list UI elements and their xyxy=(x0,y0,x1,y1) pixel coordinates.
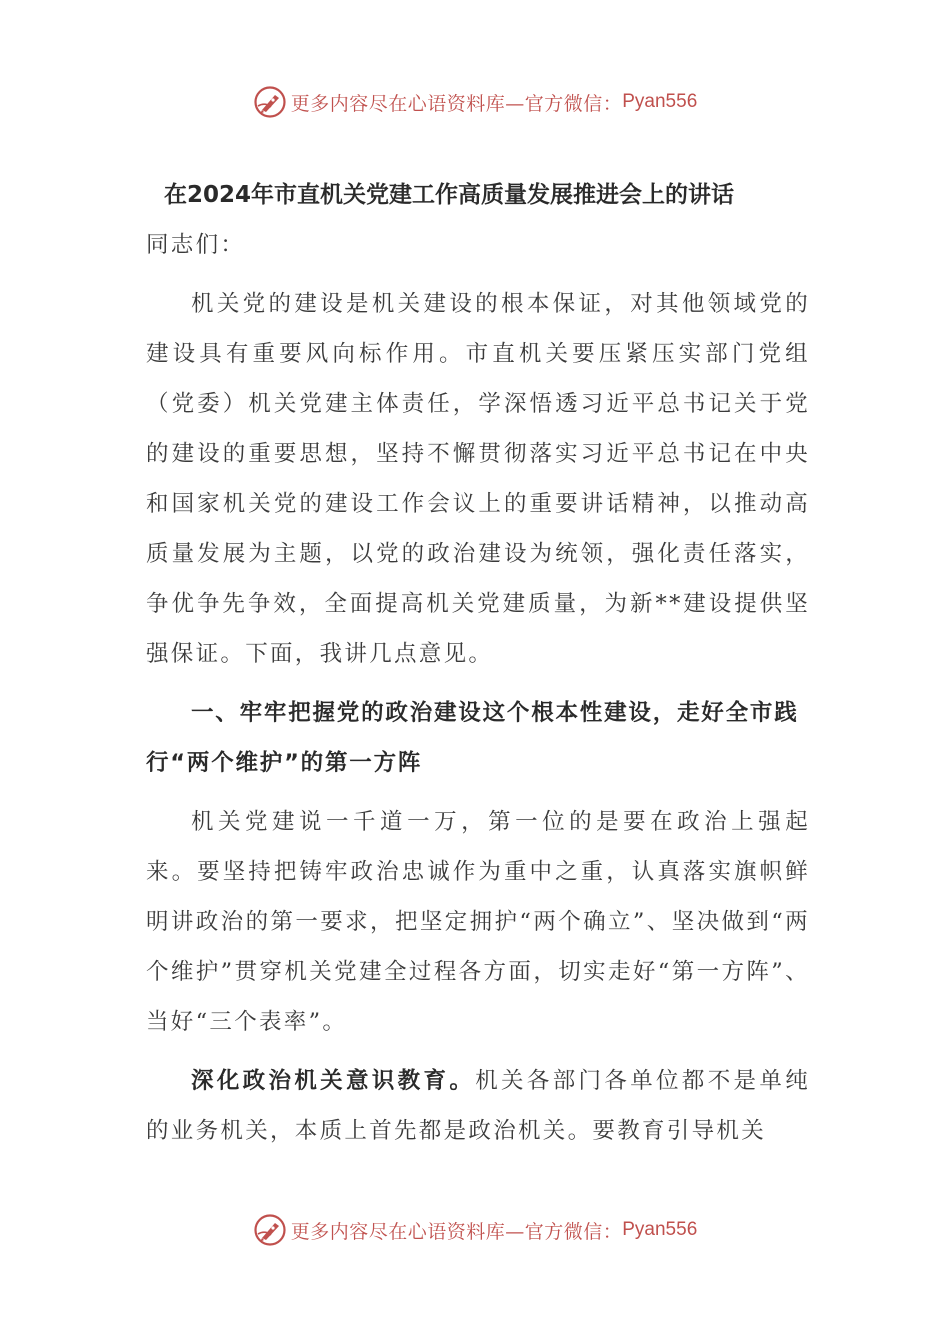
banner-text: 更多内容尽在心语资料库—官方微信： xyxy=(290,92,623,115)
paragraph-gap xyxy=(146,679,810,688)
header-watermark-banner xyxy=(0,82,950,122)
banner-wechat-id: Pyan556 xyxy=(622,1219,698,1240)
paragraph-3-text: 机关各部门各单位都不是单纯的业务机关，本质上首先都是政治机关。要教育引导机关 xyxy=(146,1068,810,1144)
paragraph-3 xyxy=(146,1056,810,1156)
paragraph-gap xyxy=(146,788,810,797)
pen-nib-logo-icon xyxy=(253,85,287,119)
banner-text: 更多内容尽在心语资料库—官方微信： xyxy=(290,1220,623,1243)
banner-wechat-id: Pyan556 xyxy=(622,91,698,112)
document-body xyxy=(146,170,810,1156)
paragraph-gap xyxy=(146,1047,810,1056)
paragraph-3-lead: 深化政治机关意识教育。 xyxy=(191,1068,476,1094)
paragraph-1: 机关党的建设是机关建设的根本保证，对其他领域党的建设具有重要风向标作用。市直机关要压紧压实部门党组（党委）机关党建主体责任，学深悟透习近平总书记关于党的建设的重要思想，坚持不懈贯彻落实习近平总书记在中央和国家机关党的建设工作会议上的重要讲话精神，以推动高质量发展为主题，以党的政治建设为统领，强化责任落实，争优争先争效，全面提高机关党建质量，为新**建设提供坚强保证。下面，我讲几点意见。 xyxy=(146,291,810,667)
pen-nib-logo-icon xyxy=(253,1213,287,1247)
document-title: 在2024年市直机关党建工作高质量发展推进会上的讲话 xyxy=(164,182,735,208)
footer-watermark-banner xyxy=(0,1210,950,1250)
salutation: 同志们： xyxy=(146,232,246,258)
paragraph-2: 机关党建说一千道一万，第一位的是要在政治上强起来。要坚持把铸牢政治忠诚作为重中之重，认真落实旗帜鲜明讲政治的第一要求，把坚定拥护“两个确立”、坚决做到“两个维护”贯穿机关党建全过程各方面，切实走好“第一方阵”、当好“三个表率”。 xyxy=(146,809,810,1035)
section-heading-1: 一、牢牢把握党的政治建设这个根本性建设，走好全市践行“两个维护”的第一方阵 xyxy=(146,700,799,776)
